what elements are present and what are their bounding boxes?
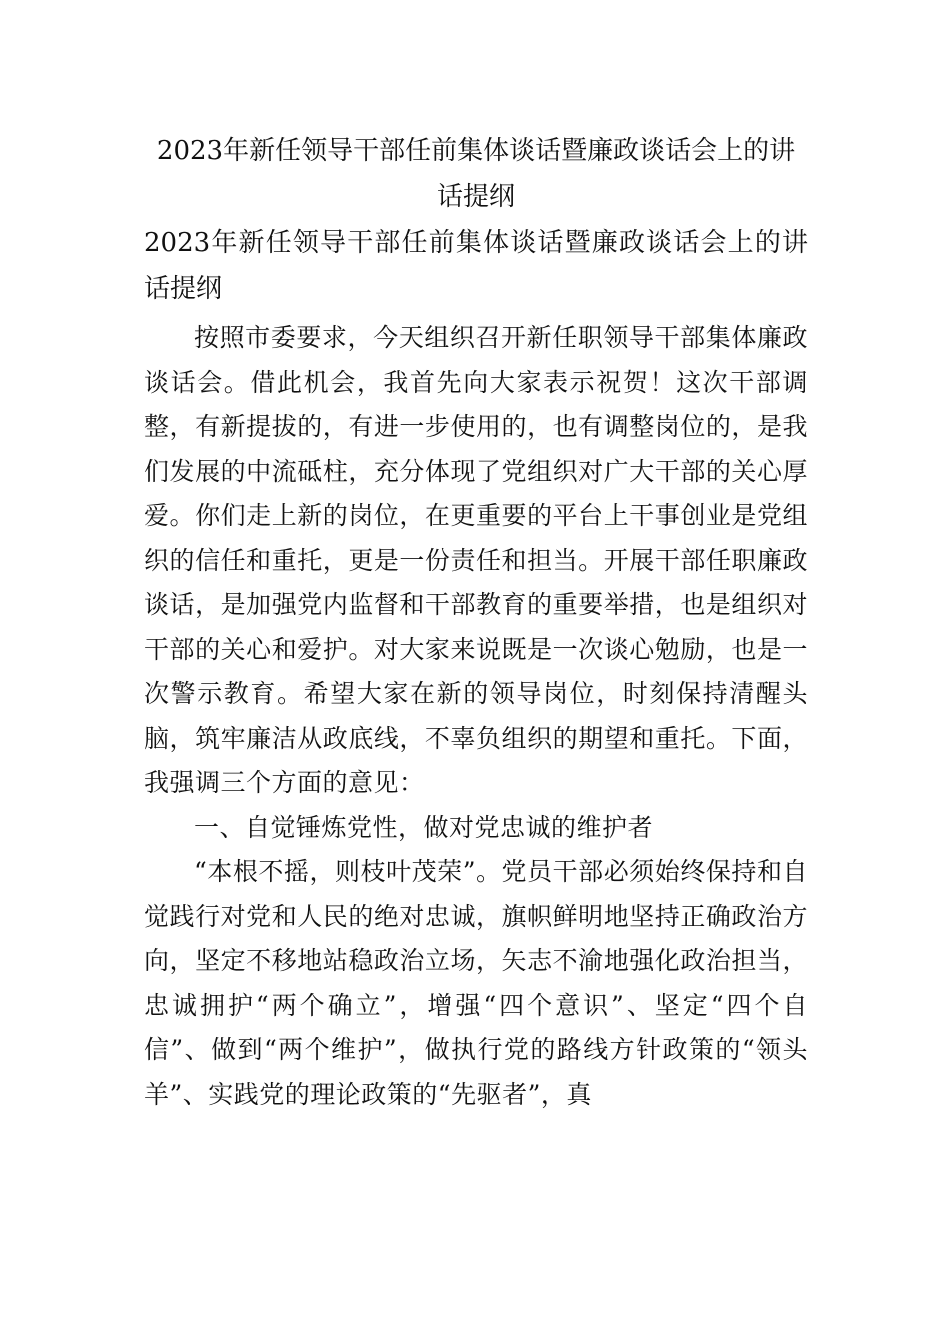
section-heading: 一、自觉锤炼党性，做对党忠诚的维护者 (194, 812, 654, 842)
intro-paragraph: 按照市委要求，今天组织召开新任职领导干部集体廉政谈话会。借此机会，我首先向大家表示祝贺！这次干部调整，有新提拔的，有进一步使用的，也有调整岗位的，是我们发展的中流砥柱，充分体现了党组织对广大干部的关心厚爱。你们走上新的岗位，在更重要的平台上干事创业是党组织的信任和重托，更是一份责任和担当。开展干部任职廉政谈话，是加强党内监督和干部教育的重要举措，也是组织对干部的关心和爱护。对大家来说既是一次谈心勉励，也是一次警示教育。希望大家在新的领导岗位，时刻保持清醒头脑，筑牢廉洁从政底线，不辜负组织的期望和重托。下面，我强调三个方面的意见： (144, 323, 808, 797)
document-page (144, 128, 808, 1117)
section-paragraph: “本根不摇，则枝叶茂荣”。党员干部必须始终保持和自觉践行对党和人民的绝对忠诚，旗帜鲜明地坚持正确政治方向，坚定不移地站稳政治立场，矢志不渝地强化政治担当，忠诚拥护“两个确立”，增强“四个意识”、坚定“四个自信”、做到“两个维护”，做执行党的路线方针政策的“领头羊”、实践党的理论政策的“先驱者”，真 (144, 857, 808, 1109)
document-subtitle: 2023年新任领导干部任前集体谈话暨廉政谈话会上的讲话提纲 (144, 228, 808, 304)
document-title: 2023年新任领导干部任前集体谈话暨廉政谈话会上的讲话提纲 (156, 136, 796, 212)
